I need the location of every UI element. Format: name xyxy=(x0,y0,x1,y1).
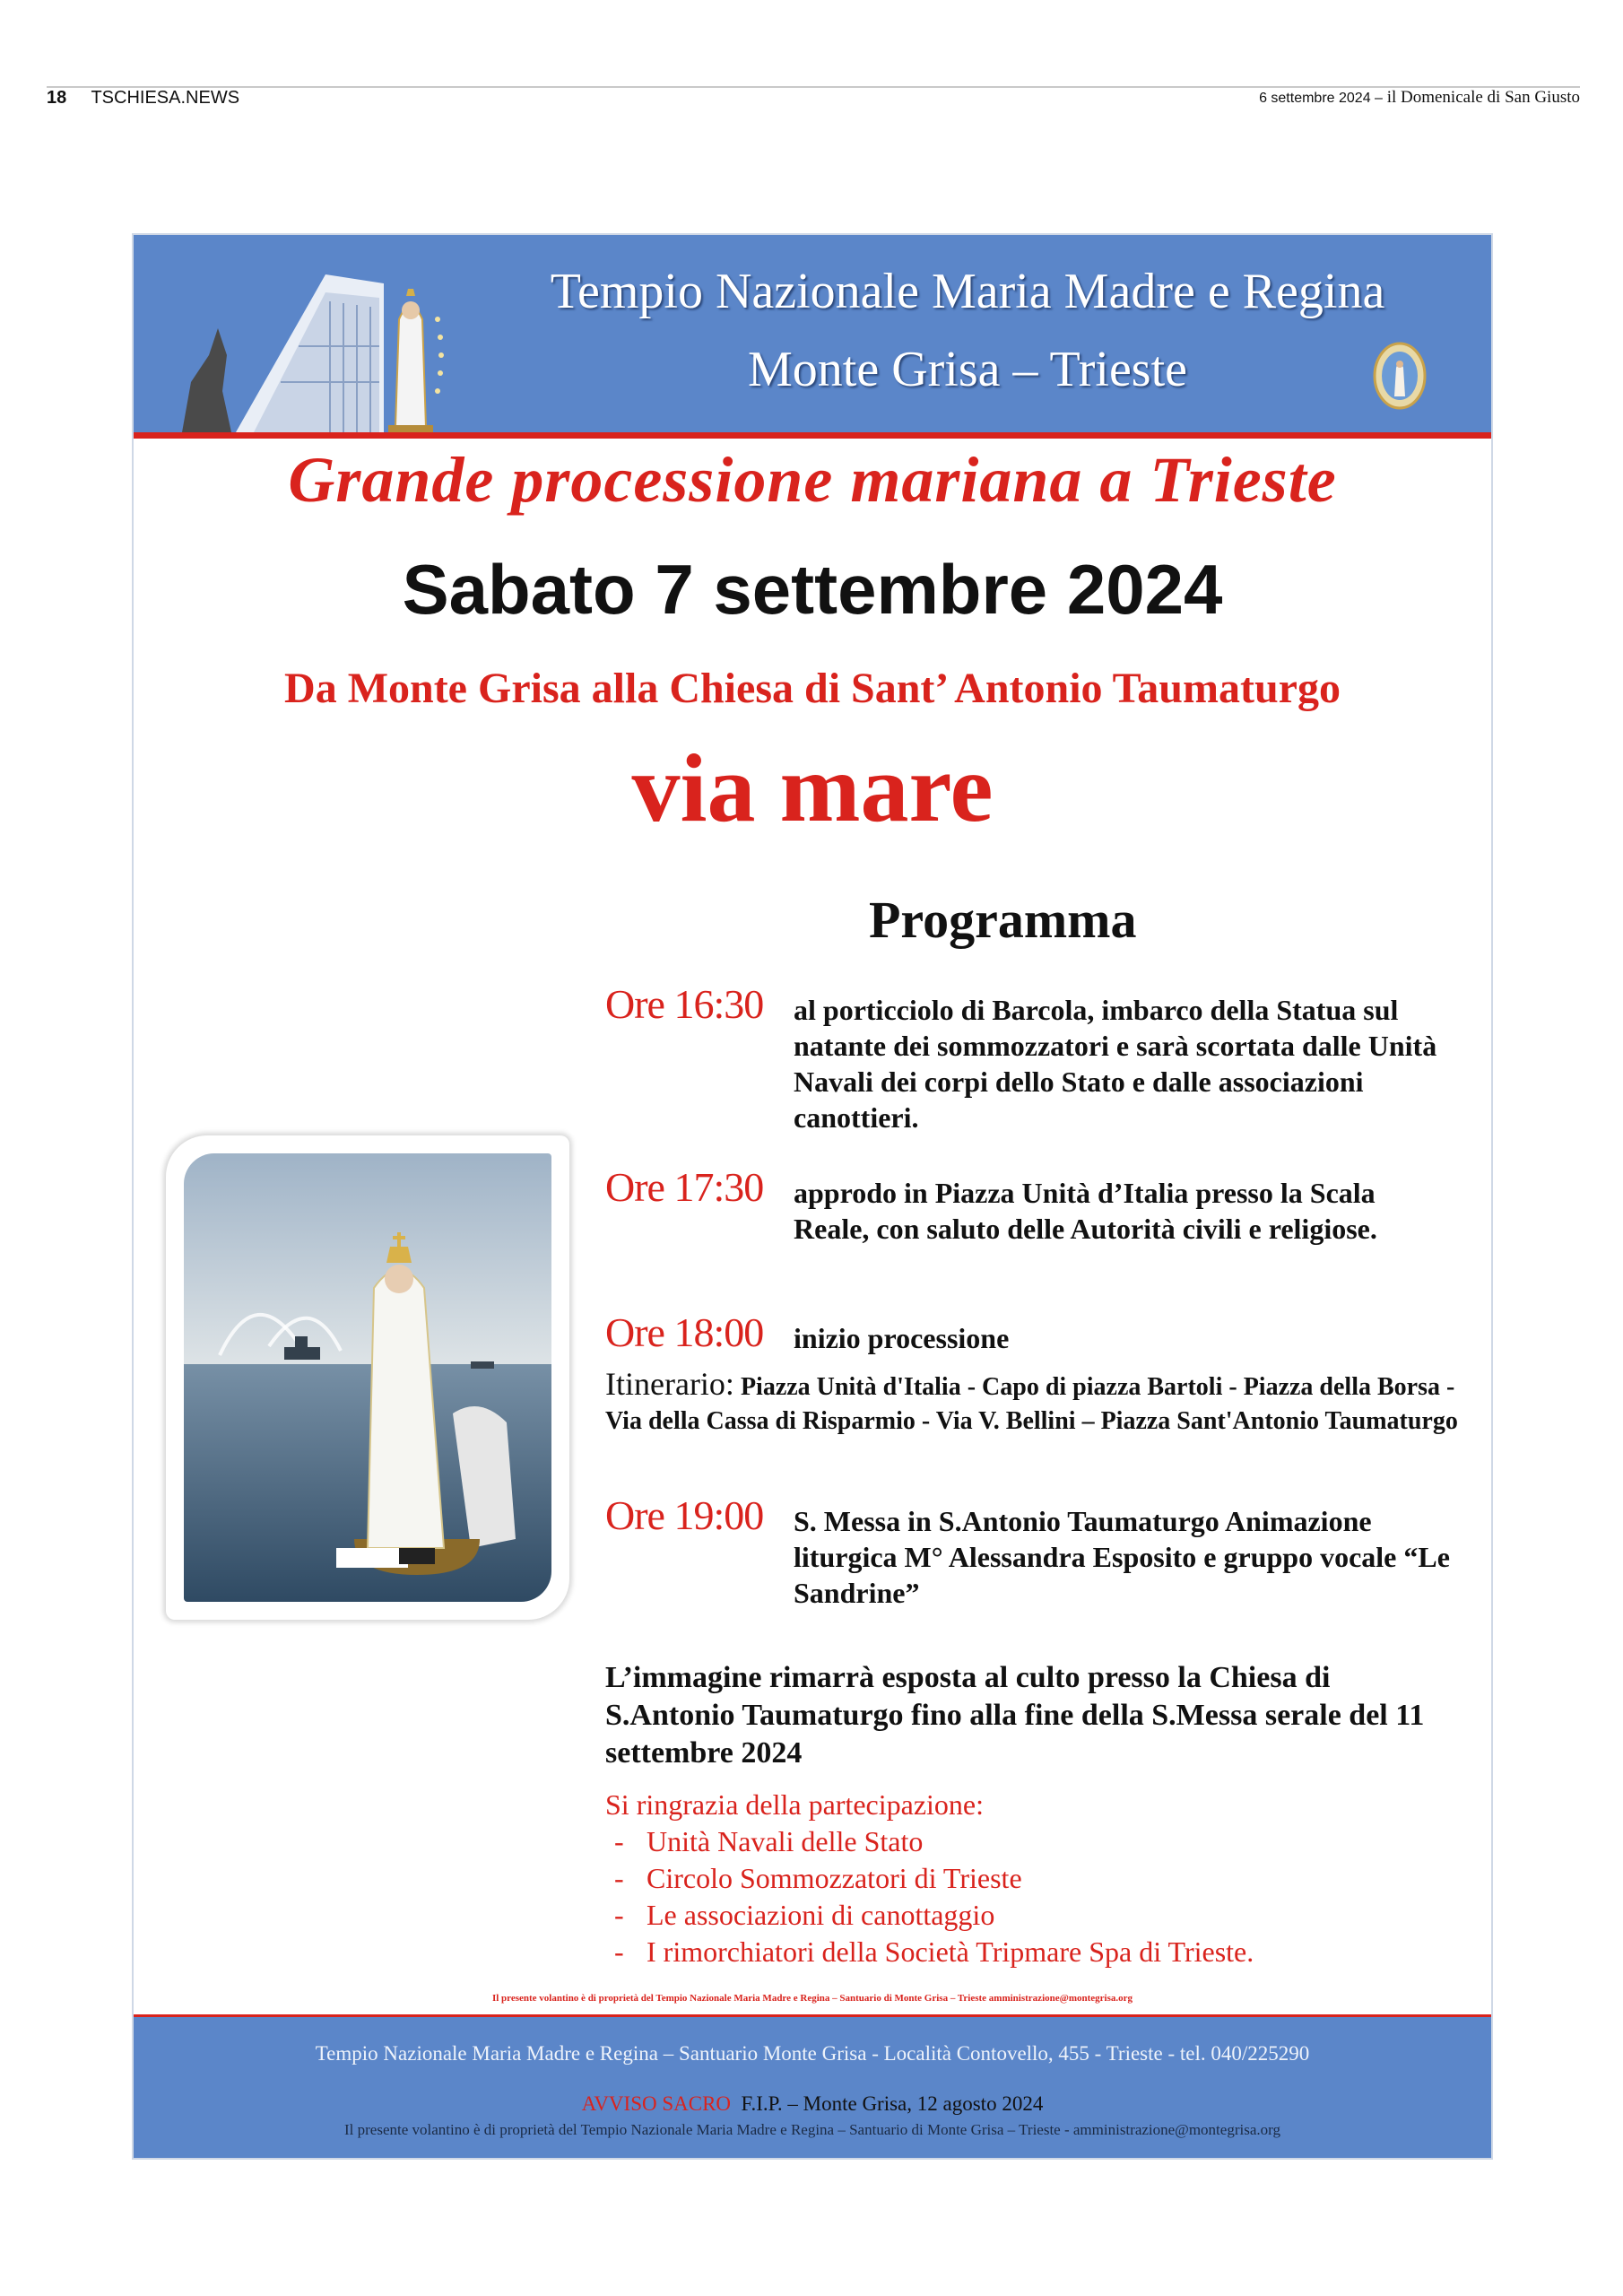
program-item xyxy=(605,981,1466,1135)
program-time: Ore 16:30 xyxy=(605,981,764,1027)
program-time: Ore 17:30 xyxy=(605,1164,764,1210)
publication-name: il Domenicale di San Giusto xyxy=(1386,88,1580,107)
program-time: Ore 19:00 xyxy=(605,1492,764,1538)
sanctuary-statue-illustration xyxy=(164,257,451,432)
program-text: inizio processione xyxy=(794,1322,1010,1354)
statue-at-sea-photo xyxy=(184,1153,551,1602)
banner-divider xyxy=(134,432,1491,439)
list-item: - Unità Navali delle Stato xyxy=(605,1823,1466,1860)
via-mare: via mare xyxy=(631,735,994,842)
site-name[interactable]: TSCHIESA.NEWS xyxy=(91,88,240,108)
thanks-title: Si ringrazia della partecipazione: xyxy=(605,1788,985,1821)
event-headline: Grande processione mariana a Trieste xyxy=(288,444,1337,516)
sanctuary-address: Tempio Nazionale Maria Madre e Regina – Santuario Monte Grisa - Località Contovello, 455 - Trieste - tel. 040/225290 xyxy=(315,2042,1310,2065)
list-item: - I rimorchiatori della Società Tripmare Spa di Trieste. xyxy=(605,1934,1466,1970)
event-route: Da Monte Grisa alla Chiesa di Sant’ Antonio Taumaturgo xyxy=(284,665,1341,712)
program-text: al porticciolo di Barcola, imbarco della Statua sul natante dei sommozzatori e sarà scortata dalle Unità Navali dei corpi dello Stato e dalle associazioni canottieri. xyxy=(794,994,1437,1134)
header-left xyxy=(47,88,239,109)
issue-date: 6 settembre 2024 – xyxy=(1259,91,1383,106)
fip-line: F.I.P. – Monte Grisa, 12 agosto 2024 xyxy=(741,2092,1044,2115)
program-item xyxy=(605,1492,1466,1611)
itinerary xyxy=(605,1367,1466,1439)
event-flyer xyxy=(132,233,1493,2160)
itinerary-label: Itinerario: xyxy=(605,1366,734,1402)
event-date: Sabato 7 settembre 2024 xyxy=(402,550,1223,629)
page-number: 18 xyxy=(47,88,67,108)
newspaper-header xyxy=(47,86,1580,113)
avviso-line xyxy=(134,2092,1491,2116)
avviso-sacro: AVVISO SACRO xyxy=(581,2092,732,2115)
flyer-footer xyxy=(134,2017,1491,2160)
closing-note: L’immagine rimarrà esposta al culto presso la Chiesa di S.Antonio Taumaturgo fino alla fine della S.Messa serale del 11 settembre 2024 xyxy=(605,1661,1425,1770)
property-notice: Il presente volantino è di proprietà del Tempio Nazionale Maria Madre e Regina – Santuario di Monte Grisa – Trieste - amministrazione@montegrisa.org xyxy=(344,2121,1280,2138)
ownership-notice: Il presente volantino è di proprietà del Tempio Nazionale Maria Madre e Regina – Santuario di Monte Grisa – Trieste amministrazione@montegrisa.org xyxy=(491,1993,1133,2004)
program-item xyxy=(605,1164,1466,1247)
program-title: Programma xyxy=(869,891,1137,949)
flyer-banner xyxy=(134,235,1491,432)
list-item: - Le associazioni di canottaggio xyxy=(605,1897,1466,1934)
header-right xyxy=(1259,88,1580,108)
banner-subtitle: Monte Grisa – Trieste xyxy=(748,342,1187,397)
itinerary-text: Piazza Unità d'Italia - Capo di piazza Bartoli - Piazza della Borsa - Via della Cassa di Risparmio - Via V. Bellini – Piazza Sant'Antonio Taumaturgo xyxy=(605,1373,1458,1435)
program-item xyxy=(605,1309,1466,1356)
banner-title: Tempio Nazionale Maria Madre e Regina xyxy=(550,264,1385,319)
program-text: approdo in Piazza Unità d’Italia presso la Scala Reale, con saluto delle Autorità civili e religiose. xyxy=(794,1177,1377,1245)
statue-photo-frame xyxy=(166,1135,569,1620)
thanks-list xyxy=(605,1823,1466,1970)
program-time: Ore 18:00 xyxy=(605,1309,764,1355)
thanks-section xyxy=(605,1787,1466,1970)
list-item: - Circolo Sommozzatori di Trieste xyxy=(605,1860,1466,1897)
madonna-medal-icon xyxy=(1371,341,1428,411)
program-text: S. Messa in S.Antonio Taumaturgo Animazione liturgica M° Alessandra Esposito e gruppo vocale “Le Sandrine” xyxy=(794,1505,1450,1609)
